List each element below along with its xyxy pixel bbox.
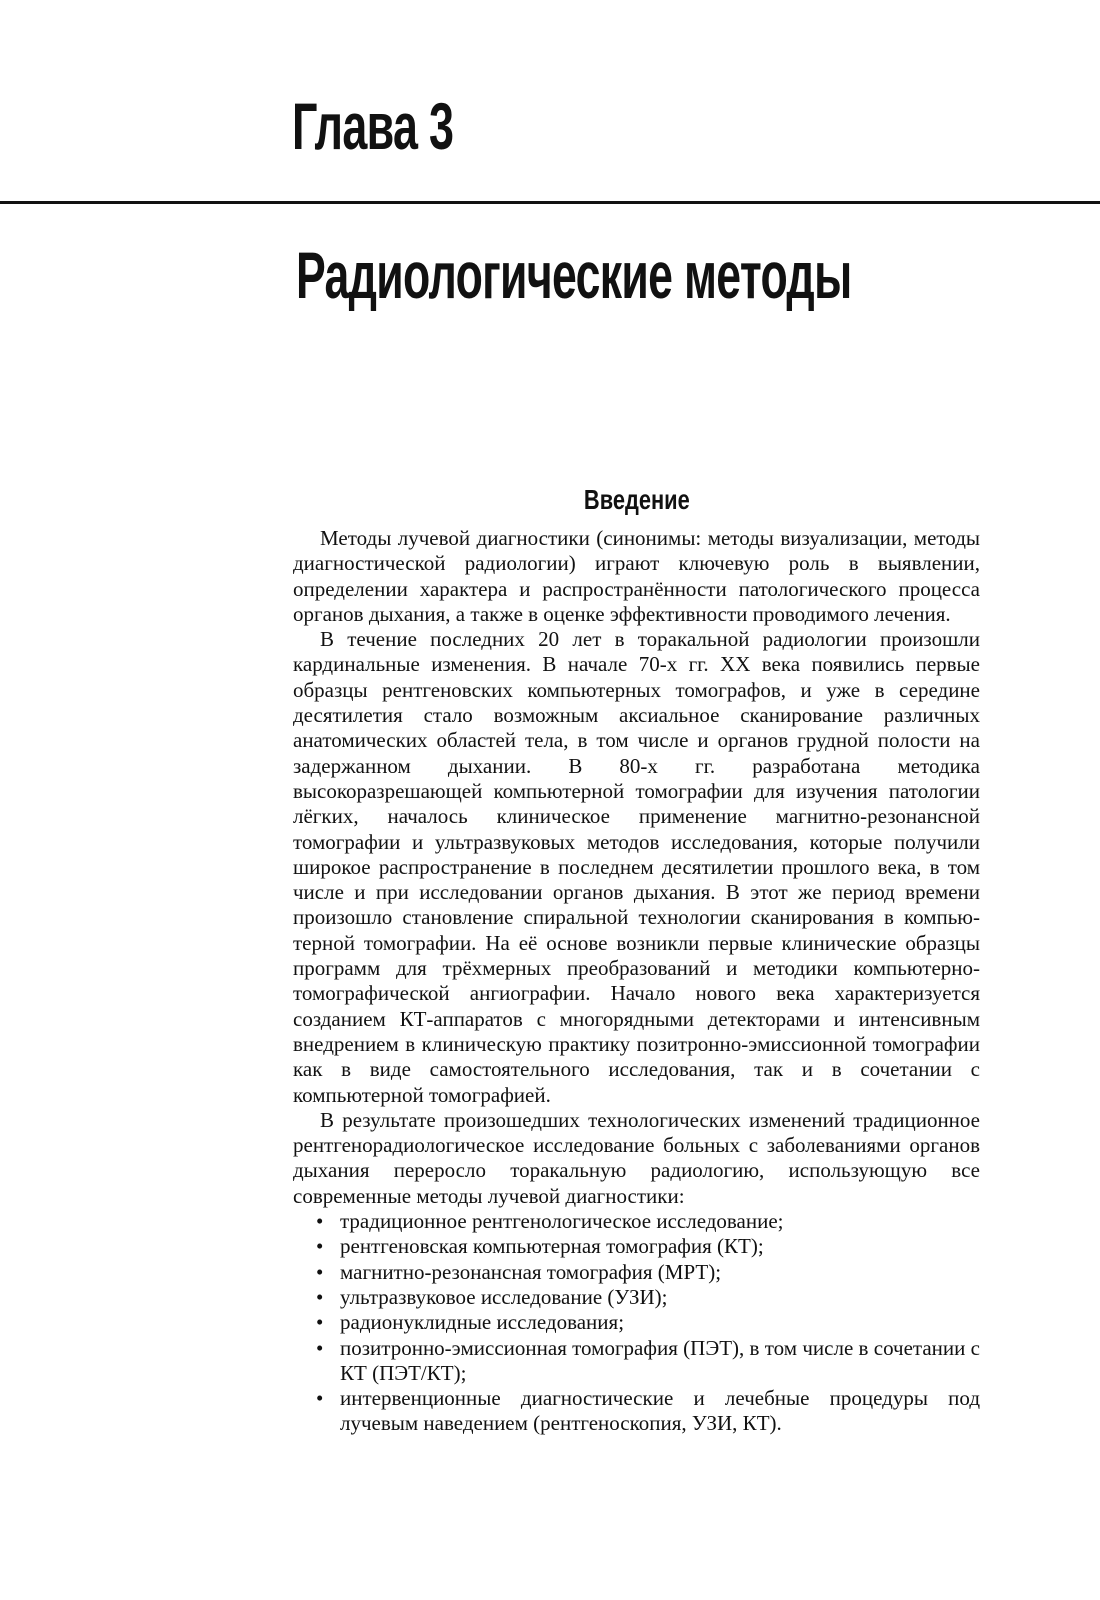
chapter-number: Глава 3 [292, 89, 454, 163]
bullet-marker: • [316, 1284, 324, 1309]
list-item [293, 1285, 980, 1310]
bullet-marker: • [316, 1209, 324, 1234]
list-item-text: ультразвуковое исследование (УЗИ); [340, 1284, 668, 1309]
bullet-marker: • [316, 1386, 324, 1411]
section-heading-text: Введение [583, 484, 690, 515]
bullet-marker: • [316, 1259, 324, 1284]
list-item-text: традиционное рентгенологическое исследование; [340, 1209, 784, 1234]
bullet-marker: • [316, 1234, 324, 1259]
paragraph-2: В течение последних 20 лет в торакальной радиологии произошли кардинальные изменения. В начале 70-х гг. XX века появились первые образцы рентгеновских компьютерных томографов, и уже в середине десятилетия стало возможным аксиальное сканирование различных анатомических областей тела, в том числе и органов грудной полости на задержанном дыхании. В 80-х гг. разработана методика высокоразрешающей компьютерной томографии для изучения патологии лёгких, началось клиническое применение магнитно-резонансной томографии и ультразвуковых методов исследования, которые получили широкое распространение в последнем десятилетии прошлого века, в том числе и при исследовании органов дыхания. В этот же период времени произошло становление спиральной технологии сканирования в компьютерной томографии. На её основе возникли первые клинические образцы программ для трёхмерных преобразований и методики компьютерно-томографической ангиографии. Начало нового века характеризуется созданием КТ-аппаратов с многорядными детекторами и интенсивным внедрением в клиническую практику позитронно-эмиссионной томографии как в виде самостоятельного исследования, так и в сочетании с компьютерной томографией. [293, 627, 980, 1107]
list-item [293, 1209, 980, 1234]
list-item-text: магнитно-резонансная томография (МРТ); [340, 1259, 722, 1284]
list-item-text: интервенционные диагностические и лечебные процедуры под лучевым наведением (рентгеноскопия, УЗИ, КТ). [340, 1386, 980, 1436]
list-item [293, 1386, 980, 1437]
paragraph-3: В результате произошедших технологических изменений традиционное рентгенорадиологическое исследование больных с заболеваниями органов дыхания переросло торакальную радиологию, использующую все современные методы лучевой диагностики: [293, 1107, 980, 1208]
chapter-divider [0, 201, 1100, 204]
chapter-title: Радиологические методы [296, 238, 852, 312]
list-item-text: позитронно-эмиссионная томография (ПЭТ), в том числе в сочетании с КТ (ПЭТ/КТ); [340, 1335, 980, 1385]
methods-list [293, 1209, 980, 1437]
list-item [293, 1310, 980, 1335]
section-heading [293, 484, 980, 516]
list-item-text: рентгеновская компьютерная томография (КТ); [340, 1234, 764, 1259]
list-item-text: радионуклидные исследования; [340, 1310, 625, 1335]
list-item [293, 1234, 980, 1259]
introduction-section [293, 484, 980, 1437]
bullet-marker: • [316, 1335, 324, 1360]
list-item [293, 1336, 980, 1387]
bullet-marker: • [316, 1310, 324, 1335]
paragraph-1: Методы лучевой диагностики (синонимы: методы визуализации, методы диагностической радиологии) играют ключевую роль в выявлении, определении характера и распространённости патологического процесса органов дыхания, а также в оценке эффективности проводимого лечения. [293, 526, 980, 626]
list-item [293, 1260, 980, 1285]
